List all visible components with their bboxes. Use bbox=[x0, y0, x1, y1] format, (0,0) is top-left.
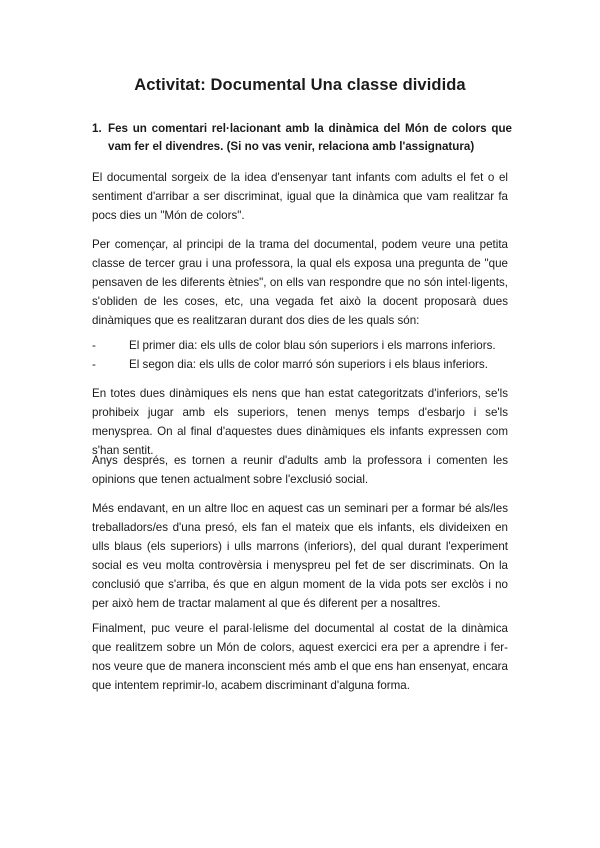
bullet-list bbox=[92, 336, 508, 374]
paragraph-years-later: Anys després, es tornen a reunir d'adults amb la professora i comenten les opinions que tenen actualment sobre l'exclusió social. bbox=[92, 454, 508, 486]
bullet-text: El primer dia: els ulls de color blau són superiors i els marrons inferiors. bbox=[129, 339, 496, 352]
list-item bbox=[92, 355, 508, 374]
paragraph-conclusion: Finalment, puc veure el paral·lelisme del documental al costat de la dinàmica que realitzem sobre un Món de colors, aquest exercici era per a aprendre i fer-nos veure que de manera inconscient més amb el que ens han ensenyat, encara que intentem reprimir-lo, acabem discriminant d'alguna forma. bbox=[92, 622, 508, 692]
question-item bbox=[92, 120, 512, 156]
paragraph-intro: El documental sorgeix de la idea d'ensenyar tant infants com adults el fet o el sentiment d'arribar a ser discriminat, igual que la dinàmica que vam realitzar fa pocs dies un "Món de colors". bbox=[92, 171, 508, 222]
paragraph-dynamics: En totes dues dinàmiques els nens que han estat categoritzats d'inferiors, se'ls prohibeix jugar amb els superiors, tenen menys temps d'esbarjo i se'ls menysprea. On al final d'aquestes dues dinàmiques els infants expressen com s'han sentit. bbox=[92, 387, 508, 457]
bullet-text: El segon dia: els ulls de color marró són superiors i els blaus inferiors. bbox=[129, 358, 488, 371]
bullet-marker: - bbox=[92, 358, 96, 371]
question-number: 1. bbox=[92, 122, 102, 135]
list-item bbox=[92, 336, 508, 355]
page-title: Activitat: Documental Una classe dividida bbox=[134, 76, 466, 94]
question-text: Fes un comentari rel·lacionant amb la dinàmica del Món de colors que vam fer el divendres. (Si no vas venir, relaciona amb l'assignatura) bbox=[108, 122, 512, 153]
paragraph-plot: Per començar, al principi de la trama del documental, podem veure una petita classe de tercer grau i una professora, la qual els exposa una pregunta de "que pensaven de les diferents ètnies", on ells van respondre que no són intel·ligents, s'obliden de les coses, etc, una vegada fet això la docent proposarà dues dinàmiques que es realitzaran durant dos dies de les quals són: bbox=[92, 238, 508, 327]
paragraph-seminar: Més endavant, en un altre lloc en aquest cas un seminari per a formar bé als/les treballadors/es d'una presó, els fan el mateix que els infants, els divideixen en ulls blaus (els superiors) i ulls marrons (inferiors), del qual durant l'experiment social es veu molta controvèrsia i menyspreu pel fet de ser discriminats. On la conclusió que s'arriba, és que en algun moment de la vida pots ser exclòs i no per això hem de tractar malament al que és diferent per a nosaltres. bbox=[92, 502, 508, 610]
bullet-marker: - bbox=[92, 339, 96, 352]
